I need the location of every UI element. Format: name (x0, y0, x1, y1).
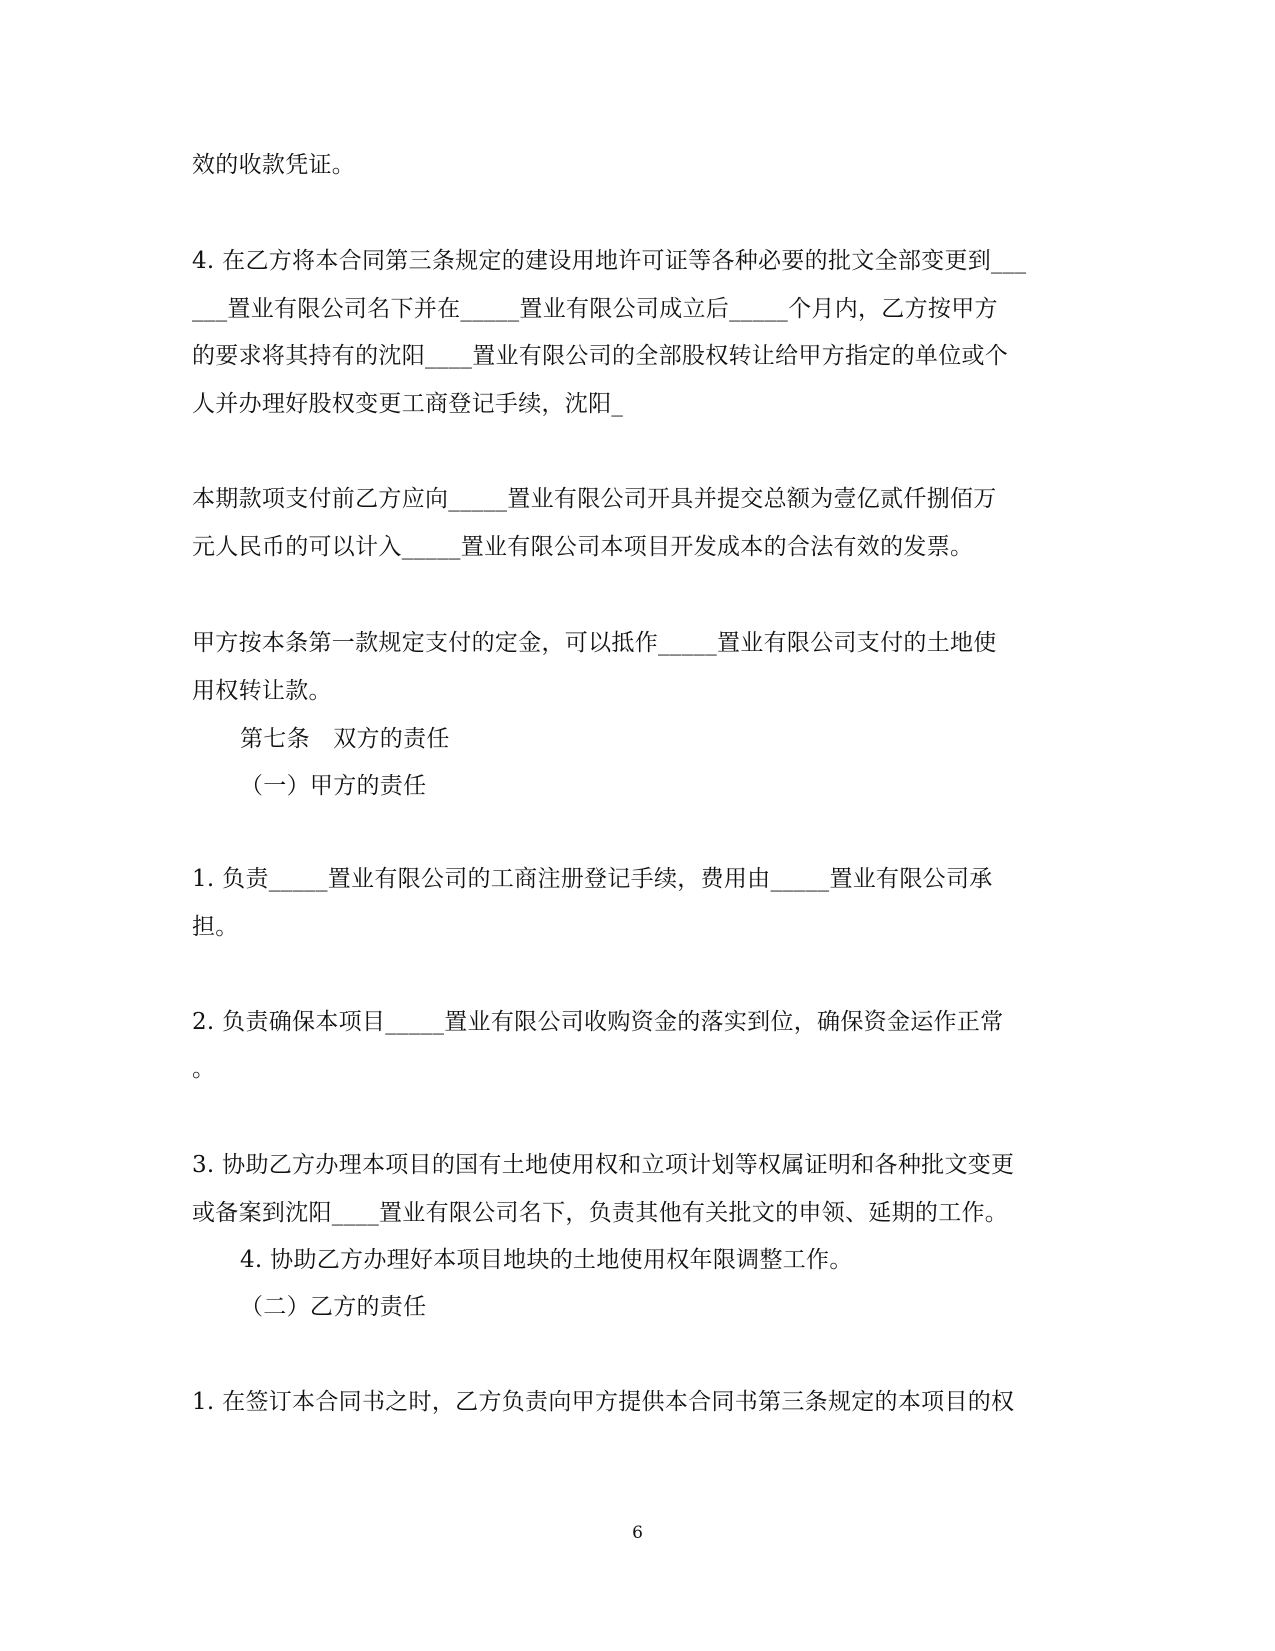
text-line: 担。 (192, 914, 239, 940)
section-heading: 第七条 双方的责任 (240, 726, 450, 752)
text-line: 的要求将其持有的沈阳____置业有限公司的全部股权转让给甲方指定的单位或个 (192, 343, 1009, 369)
text-line: 或备案到沈阳____置业有限公司名下，负责其他有关批文的申领、延期的工作。 (192, 1200, 1009, 1226)
text-line: 。 (192, 1056, 216, 1082)
text-line: 4. 协助乙方办理好本项目地块的土地使用权年限调整工作。 (240, 1247, 853, 1273)
text-line: 3. 协助乙方办理本项目的国有土地使用权和立项计划等权属证明和各种批文变更 (192, 1152, 1015, 1178)
text-line: 本期款项支付前乙方应向_____置业有限公司开具并提交总额为壹亿贰仟捌佰万 (192, 486, 997, 512)
text-line: 元人民币的可以计入_____置业有限公司本项目开发成本的合法有效的发票。 (192, 534, 974, 560)
text-line: 用权转让款。 (192, 678, 332, 704)
page-number: 6 (632, 1523, 643, 1543)
text-line: 2. 负责确保本项目_____置业有限公司收购资金的落实到位，确保资金运作正常 (192, 1009, 1004, 1035)
text-line: ___置业有限公司名下并在_____置业有限公司成立后_____个月内，乙方按甲方 (192, 296, 998, 322)
text-line: 人并办理好股权变更工商登记手续，沈阳_ (192, 391, 624, 417)
text-line: 甲方按本条第一款规定支付的定金，可以抵作_____置业有限公司支付的土地使 (192, 630, 997, 656)
subsection-heading: （一）甲方的责任 (240, 773, 427, 799)
text-line: 效的收款凭证。 (192, 152, 356, 178)
text-line: 1. 在签订本合同书之时，乙方负责向甲方提供本合同书第三条规定的本项目的权 (192, 1389, 1015, 1415)
text-line: 4. 在乙方将本合同第三条规定的建设用地许可证等各种必要的批文全部变更到___ (192, 248, 1027, 274)
text-line: 1. 负责_____置业有限公司的工商注册登记手续，费用由_____置业有限公司承 (192, 866, 993, 892)
subsection-heading: （二）乙方的责任 (240, 1294, 427, 1320)
